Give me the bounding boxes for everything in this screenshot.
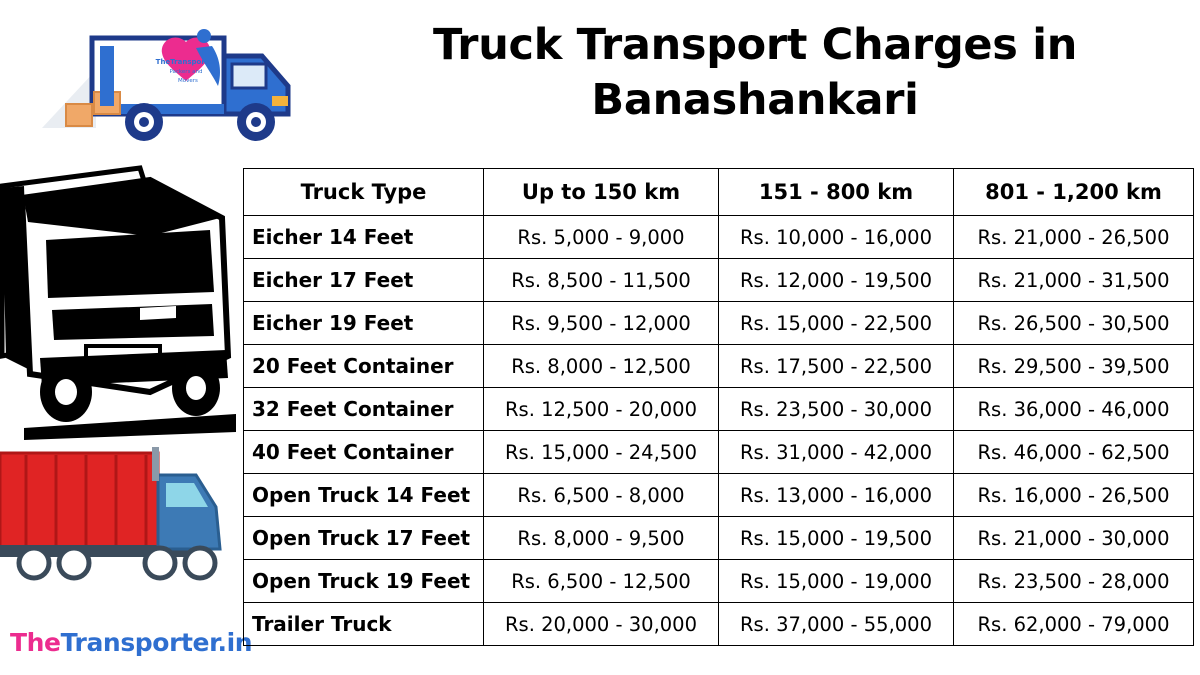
cell-price-up-to-150km: Rs. 6,500 - 12,500 <box>484 560 719 603</box>
cell-price-801-1200km: Rs. 29,500 - 39,500 <box>954 345 1194 388</box>
cell-price-up-to-150km: Rs. 9,500 - 12,000 <box>484 302 719 345</box>
table-row <box>244 345 1194 388</box>
svg-text:Packers and: Packers and <box>169 69 203 75</box>
cell-price-up-to-150km: Rs. 8,500 - 11,500 <box>484 259 719 302</box>
cell-price-151-800km: Rs. 10,000 - 16,000 <box>719 216 954 259</box>
truck-charges-table <box>243 168 1194 646</box>
cell-price-151-800km: Rs. 15,000 - 19,500 <box>719 517 954 560</box>
cell-price-up-to-150km: Rs. 5,000 - 9,000 <box>484 216 719 259</box>
row-label: 40 Feet Container <box>244 431 484 474</box>
cell-price-up-to-150km: Rs. 8,000 - 12,500 <box>484 345 719 388</box>
brand-part-tld: .in <box>217 628 253 657</box>
cell-price-801-1200km: Rs. 21,000 - 30,000 <box>954 517 1194 560</box>
svg-text:Movers: Movers <box>178 78 198 84</box>
row-label: 32 Feet Container <box>244 388 484 431</box>
table-body <box>244 216 1194 646</box>
row-label: Open Truck 17 Feet <box>244 517 484 560</box>
cell-price-up-to-150km: Rs. 20,000 - 30,000 <box>484 603 719 646</box>
row-label: 20 Feet Container <box>244 345 484 388</box>
column-header-truck-type: Truck Type <box>244 169 484 216</box>
cell-price-801-1200km: Rs. 21,000 - 31,500 <box>954 259 1194 302</box>
table-row <box>244 302 1194 345</box>
table-header <box>244 169 1194 216</box>
column-header-up-to-150km: Up to 150 km <box>484 169 719 216</box>
cell-price-up-to-150km: Rs. 12,500 - 20,000 <box>484 388 719 431</box>
page-title-line1: Truck Transport Charges in <box>432 20 1078 70</box>
table-row <box>244 474 1194 517</box>
cell-price-801-1200km: Rs. 23,500 - 28,000 <box>954 560 1194 603</box>
cell-price-801-1200km: Rs. 26,500 - 30,500 <box>954 302 1194 345</box>
table-row <box>244 259 1194 302</box>
red-container-truck-illustration <box>0 445 240 605</box>
page-title-line2: Banashankari <box>591 75 919 126</box>
column-header-801-1200km: 801 - 1,200 km <box>954 169 1194 216</box>
row-label: Trailer Truck <box>244 603 484 646</box>
row-label: Open Truck 19 Feet <box>244 560 484 603</box>
cell-price-up-to-150km: Rs. 6,500 - 8,000 <box>484 474 719 517</box>
table-header-row <box>244 169 1194 216</box>
table-row <box>244 517 1194 560</box>
table-row <box>244 388 1194 431</box>
cell-price-151-800km: Rs. 12,000 - 19,500 <box>719 259 954 302</box>
cell-price-up-to-150km: Rs. 15,000 - 24,500 <box>484 431 719 474</box>
header <box>0 0 1200 160</box>
truck-front-illustration <box>0 160 240 445</box>
truck-charges-table-container <box>243 168 1193 646</box>
site-brand-wordmark[interactable] <box>10 628 252 657</box>
table-row <box>244 603 1194 646</box>
cell-price-801-1200km: Rs. 16,000 - 26,500 <box>954 474 1194 517</box>
cell-price-151-800km: Rs. 23,500 - 30,000 <box>719 388 954 431</box>
cell-price-801-1200km: Rs. 62,000 - 79,000 <box>954 603 1194 646</box>
cell-price-801-1200km: Rs. 46,000 - 62,500 <box>954 431 1194 474</box>
svg-text:TheTransporter: TheTransporter <box>155 58 217 66</box>
column-header-151-800km: 151 - 800 km <box>719 169 954 216</box>
table-row <box>244 431 1194 474</box>
brand-part-the: The <box>10 628 61 657</box>
cell-price-151-800km: Rs. 15,000 - 19,000 <box>719 560 954 603</box>
cell-price-151-800km: Rs. 31,000 - 42,000 <box>719 431 954 474</box>
row-label: Eicher 14 Feet <box>244 216 484 259</box>
table-row <box>244 216 1194 259</box>
table-row <box>244 560 1194 603</box>
cell-price-up-to-150km: Rs. 8,000 - 9,500 <box>484 517 719 560</box>
brand-part-transporter: Transporter <box>60 628 218 657</box>
cell-price-151-800km: Rs. 17,500 - 22,500 <box>719 345 954 388</box>
cell-price-151-800km: Rs. 15,000 - 22,500 <box>719 302 954 345</box>
cell-price-801-1200km: Rs. 36,000 - 46,000 <box>954 388 1194 431</box>
row-label: Eicher 19 Feet <box>244 302 484 345</box>
row-label: Open Truck 14 Feet <box>244 474 484 517</box>
cell-price-151-800km: Rs. 13,000 - 16,000 <box>719 474 954 517</box>
cell-price-151-800km: Rs. 37,000 - 55,000 <box>719 603 954 646</box>
cell-price-801-1200km: Rs. 21,000 - 26,500 <box>954 216 1194 259</box>
page-title <box>330 18 1180 128</box>
moving-truck-logo-illustration <box>36 12 298 144</box>
row-label: Eicher 17 Feet <box>244 259 484 302</box>
